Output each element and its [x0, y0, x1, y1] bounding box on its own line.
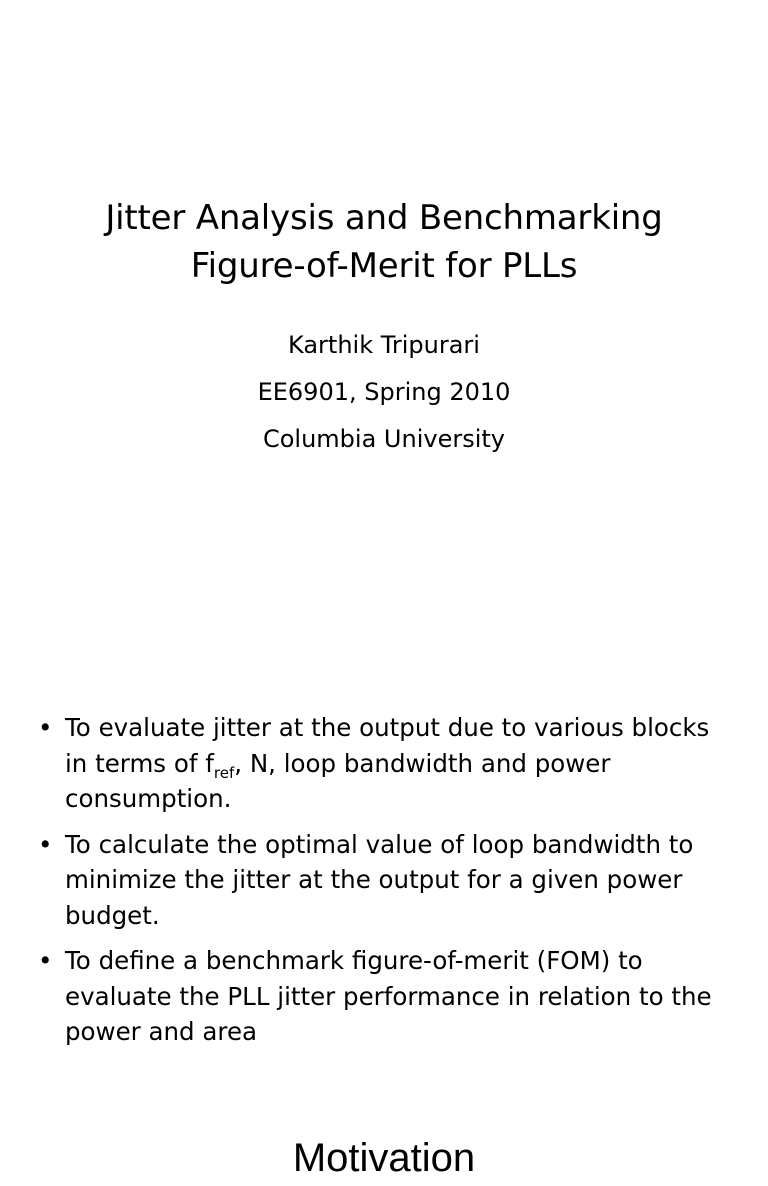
institution-name: Columbia University	[262, 425, 505, 453]
presentation-subtitle	[0, 328, 768, 469]
title-line-1: Jitter Analysis and Benchmarking	[105, 198, 663, 238]
author-name: Karthik Tripurari	[288, 331, 480, 359]
course-info: EE6901, Spring 2010	[257, 378, 511, 406]
presentation-title	[0, 194, 768, 290]
title-line-2: Figure-of-Merit for PLLs	[190, 246, 578, 286]
bullet-text-after: , N, loop bandwidth and power consumption.	[65, 748, 611, 813]
bullet-marker: •	[38, 713, 53, 742]
bullet-item	[38, 827, 738, 934]
slide-title: Motivation	[292, 1136, 476, 1180]
bullet-marker: •	[38, 946, 53, 975]
bullet-text-before: To evaluate jitter at the output due to various blocks in terms of f	[65, 713, 710, 778]
bullet-text: To calculate the optimal value of loop bandwidth to minimize the jitter at the output for a given power budget.	[65, 829, 694, 930]
bullet-item	[38, 710, 738, 817]
bullet-list	[38, 710, 738, 1060]
title-slide	[0, 0, 768, 512]
bullet-item	[38, 943, 738, 1050]
bullet-marker: •	[38, 829, 53, 859]
bullet-text: To define a benchmark figure-of-merit (FOM) to evaluate the PLL jitter performance in relation to the power and area	[65, 946, 712, 1046]
bullet-subscript: ref	[213, 763, 235, 782]
